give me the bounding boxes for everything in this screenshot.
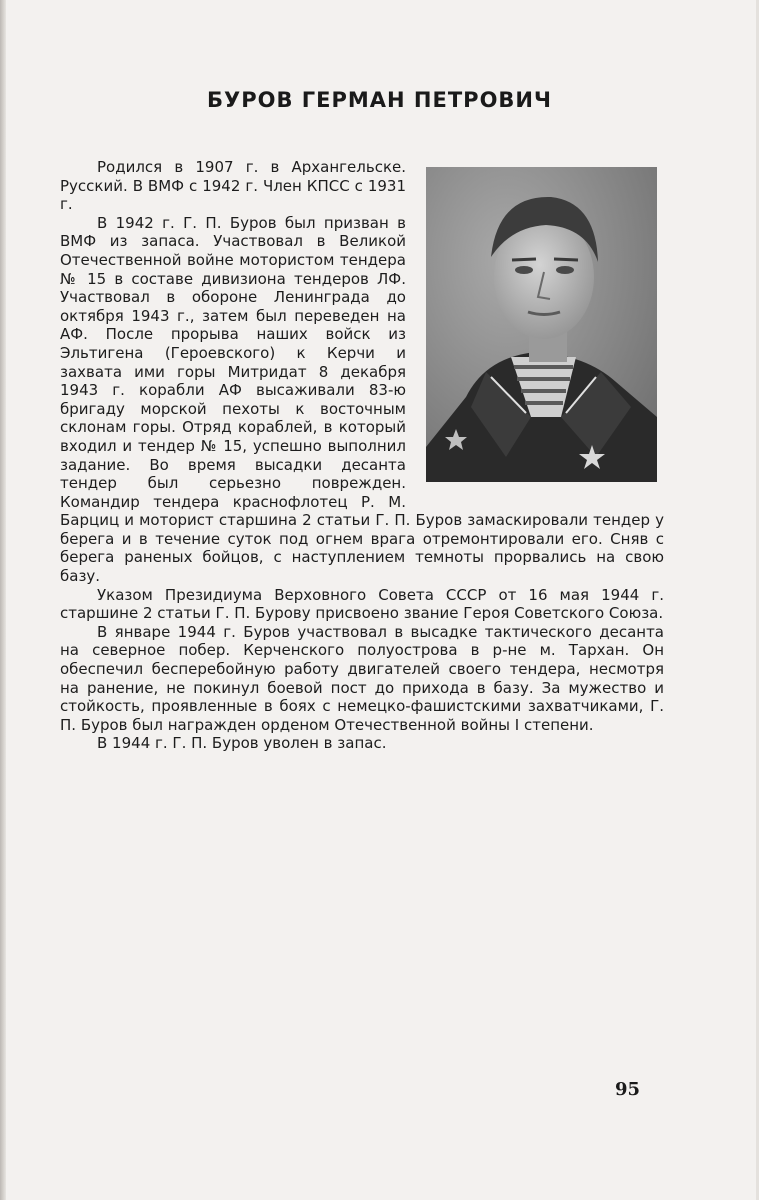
paragraph-landing: В январе 1944 г. Буров участвовал в высадке тактического десанта на северное побер. Керченского полуострова в р-не м. Тархан. Он обеспечил бесперебойную работу двигателей своего тендера, несмотря на ранение, не покинул боевой пост до прихода в базу. За мужество и стойкость, проявленные в боях с немецко-фашистскими захватчиками, Г. П. Буров был награжден орденом Отечественной войны I степени. — [60, 622, 664, 734]
page-title: БУРОВ ГЕРМАН ПЕТРОВИЧ — [207, 88, 552, 112]
photo-wrap-spacer — [406, 158, 664, 503]
paragraph-discharge: В 1944 г. Г. П. Буров уволен в запас. — [97, 734, 387, 753]
paragraph-service-text: В 1942 г. Г. П. Буров был призван в ВМФ из запаса. Участвовал в Великой Отечественной войне мотористом тендера № 15 в составе дивизиона тендеров ЛФ. Участвовал в обороне Ленинграда до октября 1943 г., затем был переведен на АФ. После прорыва наших войск из Эльтигена (Героевского) к Керчи и захвата ими горы Митридат 8 декабря 1943 г. корабли АФ высаживали 83-ю бригаду морской пехоты к восточным склонам горы. Отряд кораблей, в который входил и тендер № 15, успешно выполнил задание. Во время высадки десанта тендер был серьезно поврежден. Командир тендера краснофлотец Р. М. Барциц и моторист старшина 2 статьи Г. П. Буров замаскировали тендер у берега и в течение суток под огнем врага отремонтировали его. Сняв с берега раненых бойцов, с наступлением темноты прорвались на свою базу. — [60, 213, 664, 586]
page-number: 95 — [615, 1079, 641, 1100]
page-binding-edge — [0, 0, 6, 1200]
biography-text — [60, 158, 664, 753]
paragraph-award: Указом Президиума Верховного Совета СССР от 16 мая 1944 г. старшине 2 статьи Г. П. Бурову присвоено звание Героя Советского Союза. — [60, 585, 664, 623]
paragraph-birth: Родился в 1907 г. в Архангельске. Русский. В ВМФ с 1942 г. Член КПСС с 1931 г. — [60, 158, 406, 214]
